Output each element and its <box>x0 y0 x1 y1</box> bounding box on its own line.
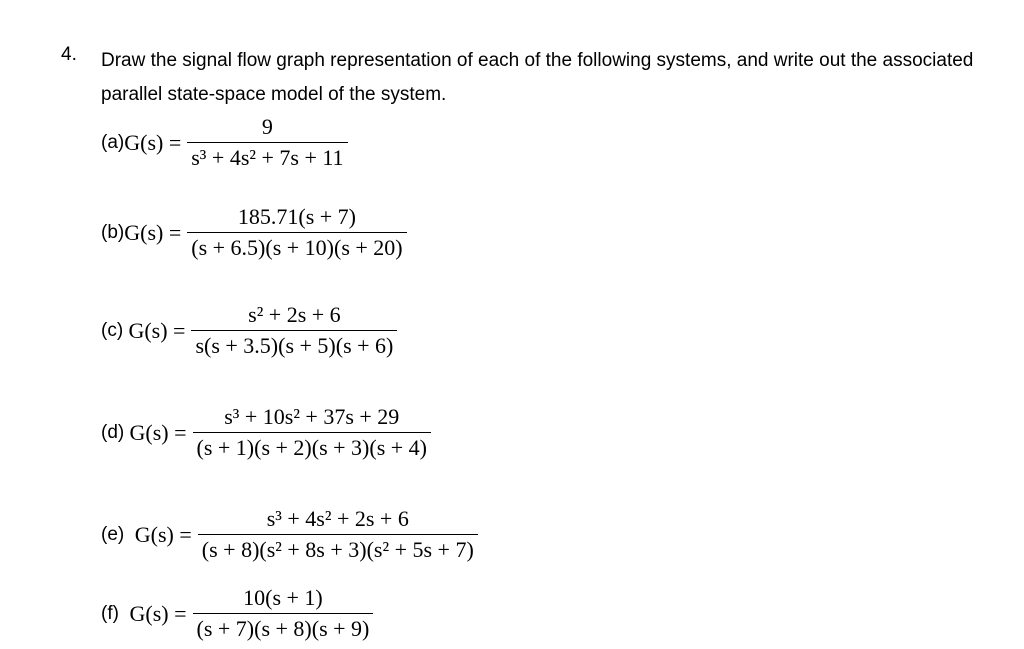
part-label: (a) <box>101 131 125 153</box>
numerator: 10(s + 1) <box>243 585 323 610</box>
numerator: s³ + 10s² + 37s + 29 <box>224 404 400 429</box>
fraction <box>191 300 397 361</box>
question-number: 4. <box>61 44 77 65</box>
numerator: s² + 2s + 6 <box>248 302 341 327</box>
part-label: (c) <box>101 319 129 341</box>
part-a <box>101 112 348 173</box>
part-label: (e) <box>101 523 135 545</box>
numerator: s³ + 4s² + 2s + 6 <box>266 506 409 531</box>
part-label: (d) <box>101 421 130 443</box>
fraction <box>187 112 347 173</box>
numerator: 185.71(s + 7) <box>237 204 356 229</box>
part-d <box>101 402 431 463</box>
fraction <box>198 504 478 565</box>
part-b <box>101 202 407 263</box>
denominator: s³ + 4s² + 7s + 11 <box>191 145 344 170</box>
denominator: (s + 1)(s + 2)(s + 3)(s + 4) <box>196 435 427 460</box>
fraction <box>187 202 406 263</box>
numerator: 9 <box>261 114 273 139</box>
part-e <box>101 504 478 565</box>
transfer-function-lhs: G(s) = <box>129 419 187 445</box>
part-label: (f) <box>101 602 130 624</box>
transfer-function-lhs: G(s) = <box>128 317 186 343</box>
denominator: (s + 6.5)(s + 10)(s + 20) <box>191 235 403 260</box>
transfer-function-lhs: G(s) = <box>124 219 182 245</box>
denominator: (s + 8)(s² + 8s + 3)(s² + 5s + 7) <box>201 537 474 562</box>
part-c <box>101 300 397 361</box>
transfer-function-lhs: G(s) = <box>134 521 192 547</box>
question-text: Draw the signal flow graph representation of each of the following systems, and write out the associated parallel state-space model of the system. <box>101 50 974 105</box>
denominator: s(s + 3.5)(s + 5)(s + 6) <box>195 333 394 358</box>
fraction <box>193 583 374 644</box>
denominator: (s + 7)(s + 8)(s + 9) <box>196 616 370 641</box>
transfer-function-lhs: G(s) = <box>129 600 187 626</box>
part-f <box>101 583 373 644</box>
fraction <box>193 402 431 463</box>
part-label: (b) <box>101 221 125 243</box>
transfer-function-lhs: G(s) = <box>124 129 182 155</box>
